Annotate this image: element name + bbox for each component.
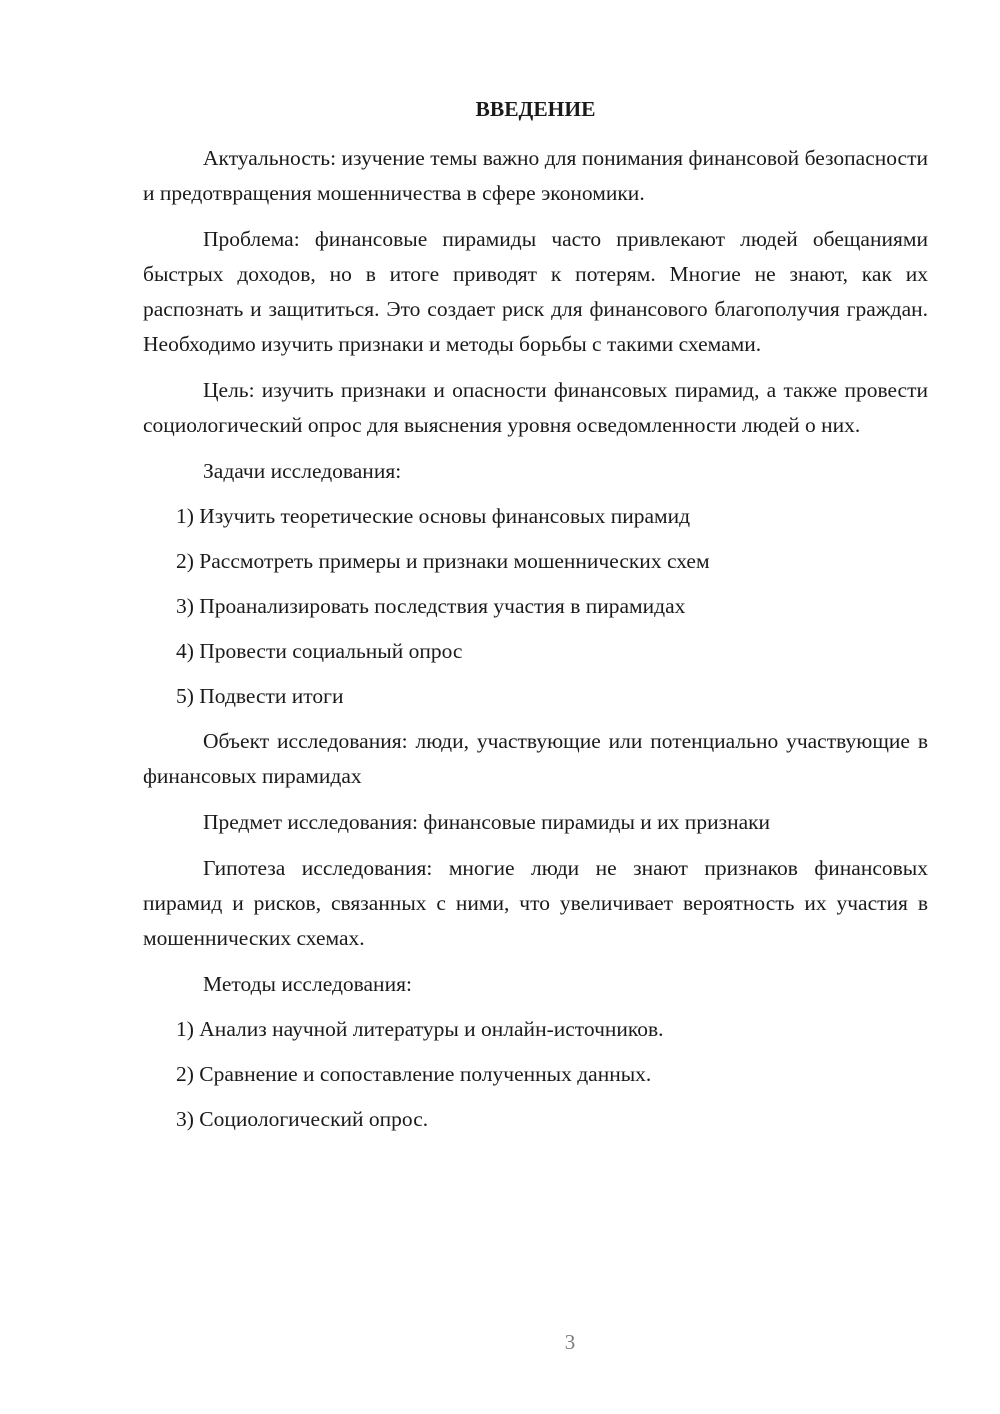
list-item: 4) Провести социальный опрос xyxy=(176,639,463,663)
list-item: 3) Социологический опрос. xyxy=(176,1107,429,1131)
list-item: 1) Изучить теоретические основы финансовых пирамид xyxy=(176,504,691,528)
object-paragraph: Объект исследования: люди, участвующие или потенциально участвующие в финансовых пирамидах xyxy=(143,729,928,788)
tasks-list xyxy=(143,499,928,714)
list-item: 1) Анализ научной литературы и онлайн-источников. xyxy=(176,1017,664,1041)
methods-list xyxy=(143,1012,928,1137)
list-item: 2) Сравнение и сопоставление полученных данных. xyxy=(176,1062,652,1086)
problem-paragraph: Проблема: финансовые пирамиды часто привлекают людей обещаниями быстрых доходов, но в итоге приводят к потерям. Многие не знают, как их распознать и защититься. Это создает риск для финансового благополучия граждан. Необходимо изучить признаки и методы борьбы с такими схемами. xyxy=(143,227,928,356)
hypothesis-paragraph: Гипотеза исследования: многие люди не знают признаков финансовых пирамид и рисков, связанных с ними, что увеличивает вероятность их участия в мошеннических схемах. xyxy=(143,856,928,950)
list-item: 5) Подвести итоги xyxy=(176,684,344,708)
list-item: 3) Проанализировать последствия участия в пирамидах xyxy=(176,594,686,618)
tasks-heading: Задачи исследования: xyxy=(203,459,402,483)
page-title: ВВЕДЕНИЕ xyxy=(475,97,596,121)
relevance-paragraph: Актуальность: изучение темы важно для понимания финансовой безопасности и предотвращения мошенничества в сфере экономики. xyxy=(143,146,928,205)
goal-paragraph: Цель: изучить признаки и опасности финансовых пирамид, а также провести социологический опрос для выяснения уровня осведомленности людей о них. xyxy=(143,378,928,437)
list-item: 2) Рассмотреть примеры и признаки мошеннических схем xyxy=(176,549,710,573)
document-page xyxy=(143,92,928,1147)
methods-heading: Методы исследования: xyxy=(203,972,412,996)
subject-paragraph: Предмет исследования: финансовые пирамиды и их признаки xyxy=(203,810,771,834)
page-number: 3 xyxy=(564,1330,576,1354)
